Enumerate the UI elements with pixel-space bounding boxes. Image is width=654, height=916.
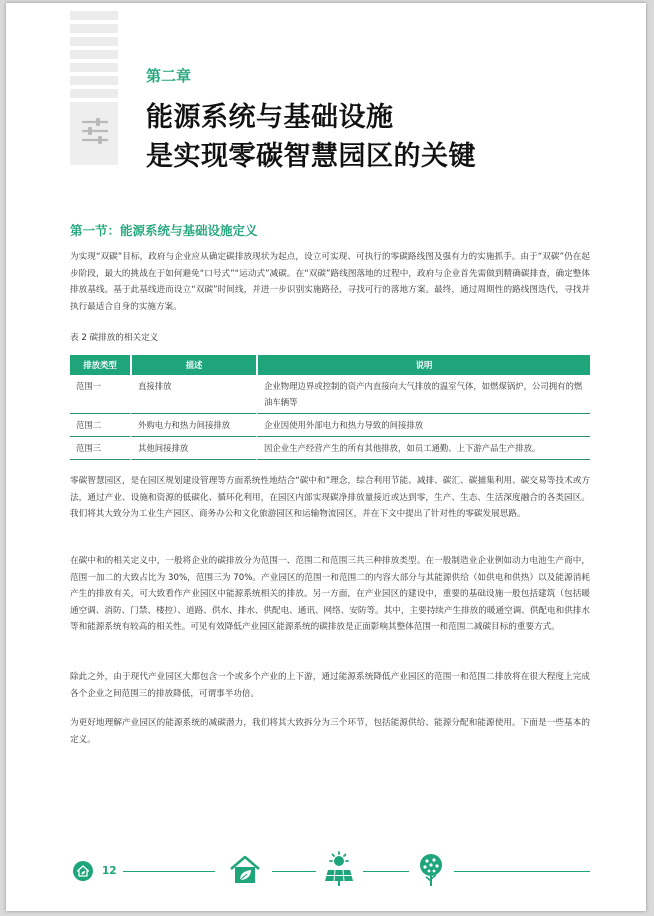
table-header-cell: 描述 (130, 355, 256, 375)
body-paragraph: 为实现“双碳”目标，政府与企业应从确定碳排放现状为起点，设立可实现、可执行的零碳路线图及强有力的实施抓手。由于“双碳”仍在起步阶段，最大的挑战在于如何避免“口号式”“运动式”减碳。在“双碳”路线图落地的过程中，政府与企业首先需做到精确碳排查，确定整体排放基线。基于此基线进而设立“双碳”时间线，并进一步识别实施路径，寻找可行的落地方案。最终，通过周期性的路线图迭代，寻找并执行最适合自身的实施方案。 (70, 252, 590, 312)
table-header-row (70, 355, 590, 375)
table-row (70, 437, 590, 460)
footer-divider (363, 871, 409, 872)
table-row (70, 375, 590, 414)
green-house-icon (227, 853, 263, 885)
sliders-icon (81, 117, 109, 145)
table-header-cell: 说明 (256, 355, 590, 375)
section-heading: 第一节：能源系统与基础设施定义 (70, 223, 258, 238)
footer-divider (454, 871, 590, 872)
table-cell: 范围一 (70, 375, 130, 414)
footer-divider (272, 871, 316, 872)
table-header-cell: 排放类型 (70, 355, 130, 375)
table-caption: 表 2 碳排放的相关定义 (70, 333, 159, 343)
table-row (70, 414, 590, 437)
table-cell: 范围二 (70, 414, 130, 437)
tree-icon (415, 852, 447, 888)
chapter-title-line-2: 是实现零碳智慧园区的关键 (146, 141, 476, 172)
footer-divider (123, 871, 215, 872)
solar-panel-icon (322, 851, 356, 887)
table-cell: 企业因使用外部电力和热力导致的间接排放 (256, 414, 590, 437)
chapter-title-line-1: 能源系统与基础设施 (146, 102, 394, 133)
body-paragraph: 零碳智慧园区，是在园区规划建设管理等方面系统性地结合“碳中和”理念，综合利用节能、减排、碳汇、碳捕集利用、碳交易等技术或方法，通过产业、设施和资源的低碳化、循环化利用，在园区内部实现碳净排放量接近或达到零，生产、生态、生活深度融合的各类园区。我们将其大致分为工业生产园区、商务办公和文化旅游园区和运输物流园区，并在下文中提出了针对性的零碳发展思路。 (70, 476, 590, 519)
table-cell: 其他间接排放 (130, 437, 256, 460)
body-paragraph: 为更好地理解产业园区的能源系统的减碳潜力，我们将其大致拆分为三个环节，包括能源供给、能源分配和能源使用。下面是一些基本的定义。 (70, 718, 590, 745)
emissions-table (70, 355, 590, 460)
table-cell: 企业物理边界或控制的资产内直接向大气排放的温室气体，如燃煤锅炉，公司拥有的燃油车辆等 (256, 375, 590, 414)
table-cell: 范围三 (70, 437, 130, 460)
body-paragraph: 除此之外，由于现代产业园区大都包含一个或多个产业的上下游，通过能源系统降低产业园区的范围一和范围二排放将在很大程度上完成各个企业之间范围三的排放降低，可谓事半功倍。 (70, 672, 590, 699)
chapter-label: 第二章 (146, 67, 192, 85)
table-cell: 因企业生产经营产生的所有其他排放，如员工通勤、上下游产品生产排放。 (256, 437, 590, 460)
table-cell: 外购电力和热力间接排放 (130, 414, 256, 437)
body-paragraph: 在碳中和的相关定义中，一般将企业的碳排放分为范围一、范围二和范围三共三种排放类型。在一般制造业企业例如动力电池生产商中，范围一加二的大致占比为 30%，范围三为 70%。产业园区的范围一和范围二的内容大部分与其能源供给（如供电和供热）以及能源消耗产生的排放有关，可大致看作产业园区中能源系统相关的排放。另一方面，在产业园区的建设中，重要的基础设施一般包括建筑（包括暖通空调、消防、门禁、楼控）、道路、供水、排水、供配电、通讯、网络、安防等。其中，主要持续产生排放的暖通空调、供配电和供排水等和能源系统有较高的相关性。可见有效降低产业园区能源系统的碳排放是正面影响其整体范围一和范围二减碳目标的重要方式。 (70, 556, 590, 632)
page-number: 12 (102, 865, 117, 877)
home-circle-icon (72, 860, 94, 882)
table-cell: 直接排放 (130, 375, 256, 414)
document-page (6, 3, 646, 911)
